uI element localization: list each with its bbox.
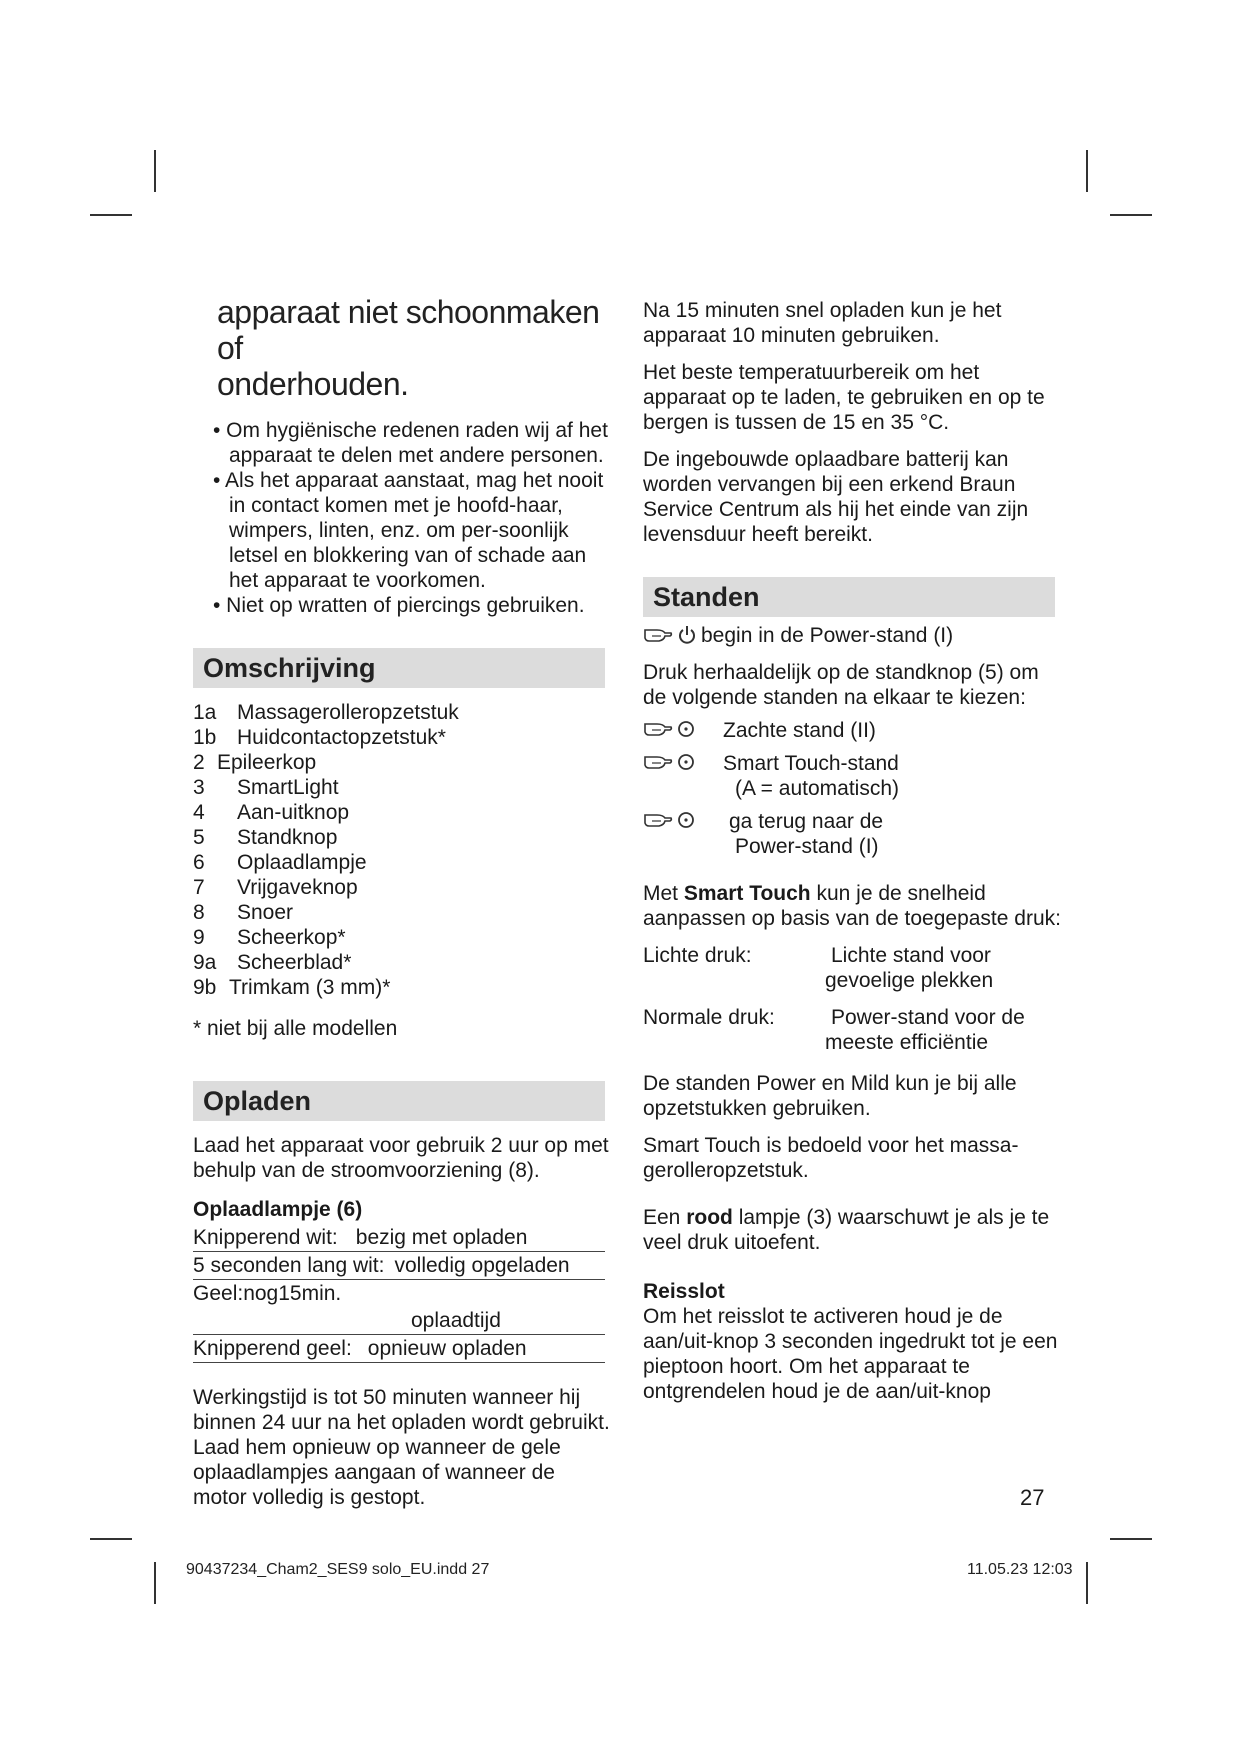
bullet-item: • Als het apparaat aanstaat, mag het nooit in contact komen met je hoofd-haar, wimpers, linten, enz. om per-soonlijk letsel en blokkering van of schade aan het apparaat te voorkomen. (213, 469, 604, 592)
mode-dial-icon (677, 720, 695, 738)
red-light-text: Een rood lampje (3) waarschuwt je als je te veel druk uitoefent. (643, 1206, 1050, 1254)
crop-mark-bl-v (154, 1562, 156, 1604)
part-item: 3 SmartLight (193, 776, 339, 799)
modes-all-text: De standen Power en Mild kun je bij alle opzetstukken gebruiken. (643, 1072, 1017, 1120)
part-item: 5 Standknop (193, 826, 338, 849)
power-start-icons (643, 625, 701, 645)
charge-intro: Laad het apparaat voor gebruik 2 uur op met behulp van de stroomvoorziening (8). (193, 1134, 609, 1182)
crop-mark-tl-h (90, 214, 132, 216)
part-item: 1b Huidcontactopzetstuk* (193, 726, 446, 749)
led-table (193, 1224, 605, 1363)
safety-bullets (213, 418, 613, 618)
reisslot-text: Om het reisslot te activeren houd je de aan/uit-knop 3 seconden ingedrukt tot je een pieptoon hoort. Om het apparaat te ontgrendelen houd je de aan/uit-knop (643, 1305, 1058, 1403)
finger-press-icon (643, 811, 673, 829)
part-item: 6 Oplaadlampje (193, 851, 367, 874)
crop-mark-br-h (1110, 1538, 1152, 1540)
intro-heading: apparaat niet schoonmaken of onderhouden. (217, 294, 600, 402)
part-item: 9b Trimkam (3 mm)* (193, 976, 391, 999)
power-start-line: begin in de Power-stand (I) (643, 623, 1063, 648)
section-heading-standen: Standen (643, 577, 1055, 617)
crop-mark-bl-h (90, 1538, 132, 1540)
press-repeat-text: Druk herhaaldelijk op de standknop (5) om de volgende standen na elkaar te kiezen: (643, 661, 1039, 709)
table-row: 5 seconden lang wit: volledig opgeladen (193, 1252, 605, 1280)
part-item: 2 Epileerkop (193, 751, 317, 774)
temperature-text: Het beste temperatuurbereik om het apparaat op te laden, te gebruiken en op te bergen is tussen de 15 en 35 °C. (643, 361, 1045, 434)
pressure-row: Normale druk: Power-stand voor de meeste efficiëntie (643, 1006, 1025, 1054)
left-column (193, 294, 613, 1510)
finger-press-icon (643, 720, 673, 738)
work-time-text: Werkingstijd is tot 50 minuten wanneer hij binnen 24 uur na het opladen wordt gebruikt. Laad hem opnieuw op wanneer de gele oplaadlampjes aangaan of wanneer de motor volledig is gestopt. (193, 1386, 610, 1509)
smart-touch-text: Met Smart Touch kun je de snelheid aanpassen op basis van de toegepaste druk: (643, 882, 1061, 930)
list-item: Zachte stand (II) (643, 718, 1063, 743)
footer-date: 11.05.23 12:03 (967, 1561, 1073, 1578)
pressure-row: Lichte druk: Lichte stand voor gevoelige plekken (643, 944, 994, 992)
table-row: oplaadtijd (193, 1307, 605, 1335)
mode-dial-icon (677, 753, 695, 771)
list-item: ga terug naar de Power-stand (I) (643, 809, 1063, 859)
part-item: 1a Massagerolleropzetstuk (193, 701, 459, 724)
smart-touch-roller-text: Smart Touch is bedoeld voor het massa-gerolleropzetstuk. (643, 1134, 1019, 1182)
bullet-item: • Niet op wratten of piercings gebruiken. (213, 594, 585, 617)
bullet-item: • Om hygiënische redenen raden wij af het apparaat te delen met andere personen. (213, 419, 608, 467)
crop-mark-br-v (1086, 1562, 1088, 1604)
mode-dial-icon (677, 811, 695, 829)
table-row: Geel:nog15min. (193, 1282, 342, 1305)
table-row: Knipperend wit: bezig met opladen (193, 1224, 605, 1252)
crop-mark-tr-h (1110, 214, 1152, 216)
page-number: 27 (1020, 1485, 1045, 1510)
section-heading-omschrijving: Omschrijving (193, 648, 605, 688)
battery-text: De ingebouwde oplaadbare batterij kan worden vervangen bij een erkend Braun Service Centrum als hij het einde van zijn levensduur heeft bereikt. (643, 448, 1029, 546)
part-item: 4 Aan-uitknop (193, 801, 350, 824)
modes-list (643, 718, 1063, 859)
quick-charge-text: Na 15 minuten snel opladen kun je het apparaat 10 minuten gebruiken. (643, 299, 1002, 347)
section-heading-opladen: Opladen (193, 1081, 605, 1121)
part-item: 9a Scheerblad* (193, 951, 352, 974)
footnote: * niet bij alle modellen (193, 1017, 398, 1040)
part-item: 7 Vrijgaveknop (193, 876, 358, 899)
reisslot-title: Reisslot (643, 1280, 725, 1303)
parts-list (193, 700, 613, 1000)
finger-press-icon (643, 753, 673, 771)
finger-press-icon (643, 626, 673, 644)
part-item: 9 Scheerkop* (193, 926, 346, 949)
power-icon (677, 625, 697, 645)
footer-file: 90437234_Cham2_SES9 solo_EU.indd 27 (186, 1561, 490, 1578)
right-column (643, 298, 1063, 1404)
list-item: Smart Touch-stand (A = automatisch) (643, 751, 1063, 801)
led-title: Oplaadlampje (6) (193, 1198, 363, 1221)
crop-mark-tl-v (154, 150, 156, 192)
part-item: 8 Snoer (193, 901, 294, 924)
table-row: Knipperend geel: opnieuw opladen (193, 1335, 605, 1363)
crop-mark-tr-v (1086, 150, 1088, 192)
